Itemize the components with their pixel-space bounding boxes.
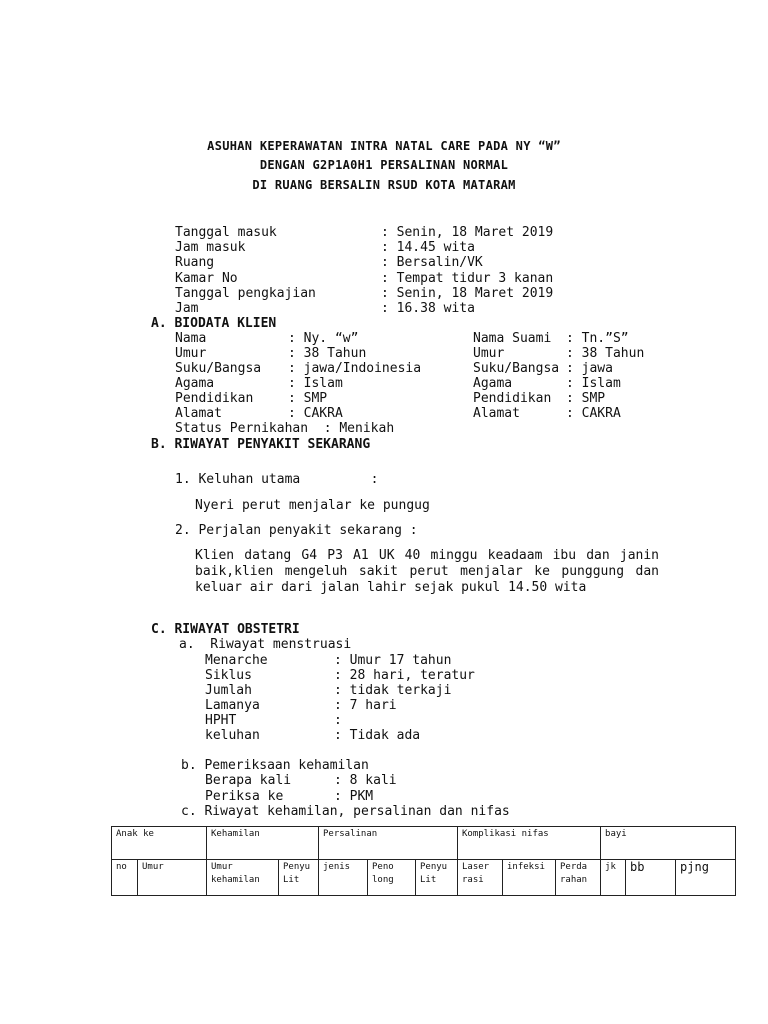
section-a-heading: A. BIODATA KLIEN: [151, 316, 277, 331]
table-subheader-row: [112, 860, 736, 896]
admission-value: : Senin, 18 Maret 2019: [381, 225, 554, 240]
table-subheader: jk: [601, 860, 626, 896]
husband-value: : Islam: [566, 376, 621, 391]
pregnancy-check-value: : 8 kali: [334, 773, 397, 788]
table-group-header: Persalinan: [319, 827, 458, 860]
obstetric-history-title: c. Riwayat kehamilan, persalinan dan nifas: [181, 804, 510, 819]
illness-history-text: Klien datang G4 P3 A1 UK 40 minggu keadaam ibu dan janin baik,klien mengeluh sakit perut menjalar ke punggung dan keluar air dari jalan lahir sejak pukul 14.50 wita: [195, 548, 659, 595]
section-c-heading: C. RIWAYAT OBSTETRI: [151, 622, 300, 637]
pregnancy-check-title: b. Pemeriksaan kehamilan: [181, 758, 369, 773]
husband-value: : Tn.”S”: [566, 331, 629, 346]
table-group-header: Komplikasi nifas: [458, 827, 601, 860]
table-header-row: [112, 827, 736, 860]
client-label: Umur: [175, 346, 207, 361]
section-b-heading: B. RIWAYAT PENYAKIT SEKARANG: [151, 437, 371, 452]
menstruation-label: Jumlah: [205, 683, 252, 698]
husband-value: : 38 Tahun: [566, 346, 645, 361]
pregnancy-check-label: Periksa ke: [205, 789, 284, 804]
client-label: Alamat: [175, 406, 222, 421]
husband-label: Nama Suami: [473, 331, 552, 346]
client-value: : jawa/Indoinesia: [288, 361, 422, 376]
marital-status: Status Pernikahan : Menikah: [175, 421, 395, 436]
menstruation-label: Menarche: [205, 653, 268, 668]
husband-label: Pendidikan: [473, 391, 552, 406]
table-subheader: bb: [626, 860, 676, 896]
menstruation-value: : 28 hari, teratur: [334, 668, 475, 683]
document-title-line2: DENGAN G2P1A0H1 PERSALINAN NORMAL: [259, 158, 509, 172]
admission-value: : Bersalin/VK: [381, 255, 483, 270]
table-group-header: bayi: [601, 827, 736, 860]
admission-value: : Tempat tidur 3 kanan: [381, 271, 554, 286]
table-subheader: Penyu Lit: [416, 860, 458, 896]
obstetric-history-table: [111, 826, 736, 896]
table-group-header: Anak ke: [112, 827, 207, 860]
husband-label: Agama: [473, 376, 513, 391]
menstruation-value: : 7 hari: [334, 698, 397, 713]
table-subheader: Perda rahan: [556, 860, 601, 896]
menstruation-value: : tidak terkaji: [334, 683, 452, 698]
admission-label: Tanggal masuk: [175, 225, 277, 240]
menstruation-title: a. Riwayat menstruasi: [179, 637, 352, 652]
husband-value: : CAKRA: [566, 406, 621, 421]
admission-label: Ruang: [175, 255, 215, 270]
table-subheader: Peno long: [368, 860, 416, 896]
main-complaint-text: Nyeri perut menjalar ke pungug: [195, 498, 430, 513]
client-label: Agama: [175, 376, 215, 391]
admission-value: : 16.38 wita: [381, 301, 475, 316]
table-subheader: Laser rasi: [458, 860, 503, 896]
table-subheader: jenis: [319, 860, 368, 896]
admission-value: : Senin, 18 Maret 2019: [381, 286, 554, 301]
table-subheader: no: [112, 860, 138, 896]
table-subheader: Penyu Lit: [279, 860, 319, 896]
menstruation-value: : Umur 17 tahun: [334, 653, 452, 668]
menstruation-value: :: [334, 713, 342, 728]
admission-label: Jam masuk: [175, 240, 246, 255]
pregnancy-check-value: : PKM: [334, 789, 374, 804]
main-complaint-label: 1. Keluhan utama :: [175, 472, 379, 487]
admission-label: Kamar No: [175, 271, 238, 286]
husband-label: Alamat: [473, 406, 520, 421]
document-title-line3: DI RUANG BERSALIN RSUD KOTA MATARAM: [252, 178, 516, 192]
client-value: : Ny. “w”: [288, 331, 359, 346]
admission-label: Jam: [175, 301, 199, 316]
client-value: : 38 Tahun: [288, 346, 367, 361]
table-subheader: infeksi: [503, 860, 556, 896]
husband-label: Umur: [473, 346, 505, 361]
client-label: Pendidikan: [175, 391, 254, 406]
pregnancy-check-label: Berapa kali: [205, 773, 292, 788]
menstruation-value: : Tidak ada: [334, 728, 421, 743]
table-subheader: Umur kehamilan: [207, 860, 279, 896]
table-subheader: Umur: [138, 860, 207, 896]
admission-value: : 14.45 wita: [381, 240, 475, 255]
document-title-line1: ASUHAN KEPERAWATAN INTRA NATAL CARE PADA NY “W”: [207, 139, 561, 153]
menstruation-label: HPHT: [205, 713, 237, 728]
client-value: : CAKRA: [288, 406, 343, 421]
table-subheader: pjng: [676, 860, 736, 896]
client-label: Suku/Bangsa: [175, 361, 262, 376]
menstruation-label: Lamanya: [205, 698, 260, 713]
husband-value: : jawa: [566, 361, 613, 376]
client-label: Nama: [175, 331, 207, 346]
husband-label: Suku/Bangsa: [473, 361, 560, 376]
client-value: : Islam: [288, 376, 343, 391]
admission-label: Tanggal pengkajian: [175, 286, 316, 301]
menstruation-label: Siklus: [205, 668, 252, 683]
table-group-header: Kehamilan: [207, 827, 319, 860]
client-value: : SMP: [288, 391, 328, 406]
husband-value: : SMP: [566, 391, 606, 406]
menstruation-label: keluhan: [205, 728, 260, 743]
illness-history-label: 2. Perjalan penyakit sekarang :: [175, 523, 418, 538]
